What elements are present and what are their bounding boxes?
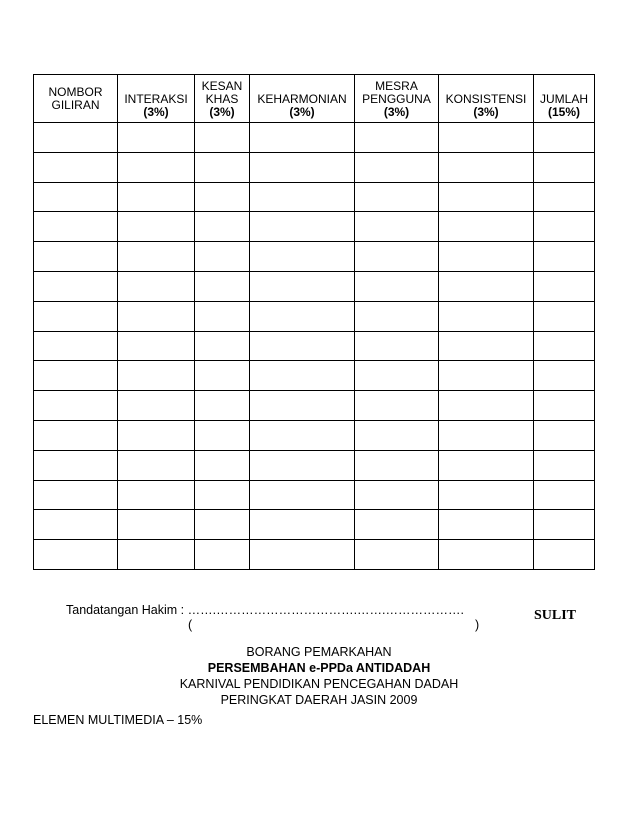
table-cell[interactable]	[534, 420, 595, 450]
table-row	[34, 480, 595, 510]
header-mesra-pengguna	[355, 75, 439, 123]
table-cell[interactable]	[118, 152, 195, 182]
table-cell[interactable]	[195, 450, 250, 480]
header-line1: KESAN	[201, 79, 243, 93]
table-row	[34, 271, 595, 301]
table-cell[interactable]	[118, 420, 195, 450]
table-cell[interactable]	[34, 361, 118, 391]
table-cell[interactable]	[439, 391, 534, 421]
header-pct: (3%)	[473, 105, 499, 119]
table-cell[interactable]	[118, 540, 195, 570]
table-cell[interactable]	[534, 391, 595, 421]
table-cell[interactable]	[195, 242, 250, 272]
table-cell[interactable]	[195, 510, 250, 540]
table-cell[interactable]	[250, 420, 355, 450]
table-row	[34, 212, 595, 242]
form-heading	[0, 644, 638, 708]
table-cell[interactable]	[534, 361, 595, 391]
header-line2: JUMLAH	[539, 92, 588, 106]
table-cell[interactable]	[534, 123, 595, 153]
table-cell[interactable]	[118, 242, 195, 272]
table-cell[interactable]	[195, 480, 250, 510]
table-cell[interactable]	[118, 212, 195, 242]
table-cell[interactable]	[118, 510, 195, 540]
table-cell[interactable]	[534, 242, 595, 272]
table-cell[interactable]	[355, 301, 439, 331]
table-cell[interactable]	[34, 420, 118, 450]
table-cell[interactable]	[195, 301, 250, 331]
table-row	[34, 301, 595, 331]
form-event: KARNIVAL PENDIDIKAN PENCEGAHAN DADAH	[179, 677, 459, 691]
header-line1: NOMBOR	[48, 84, 103, 99]
table-cell[interactable]	[34, 271, 118, 301]
judge-name-paren-close: )	[475, 618, 480, 632]
table-row	[34, 420, 595, 450]
table-cell[interactable]	[250, 182, 355, 212]
table-cell[interactable]	[534, 331, 595, 361]
form-subtitle: PERSEMBAHAN e-PPDa ANTIDADAH	[207, 661, 431, 675]
table-cell[interactable]	[195, 331, 250, 361]
table-cell[interactable]	[250, 301, 355, 331]
header-pct: (3%)	[383, 105, 410, 119]
form-level: PERINGKAT DAERAH JASIN 2009	[220, 693, 418, 707]
judge-signature-line: Tandatangan Hakim : …….…………………………….…….……………….	[66, 603, 464, 617]
header-line2: KONSISTENSI	[445, 92, 527, 106]
table-cell[interactable]	[439, 450, 534, 480]
table-row	[34, 450, 595, 480]
table-row	[34, 242, 595, 272]
table-cell[interactable]	[195, 391, 250, 421]
table-cell[interactable]	[118, 480, 195, 510]
header-line2: KHAS	[205, 92, 239, 106]
table-row	[34, 540, 595, 570]
table-cell[interactable]	[118, 271, 195, 301]
header-jumlah	[534, 75, 595, 123]
table-cell[interactable]	[34, 480, 118, 510]
table-cell[interactable]	[355, 391, 439, 421]
table-cell[interactable]	[355, 212, 439, 242]
table-cell[interactable]	[118, 391, 195, 421]
table-row	[34, 123, 595, 153]
table-cell[interactable]	[534, 540, 595, 570]
table-cell[interactable]	[250, 540, 355, 570]
table-cell[interactable]	[250, 331, 355, 361]
form-title: BORANG PEMARKAHAN	[246, 645, 392, 659]
table-cell[interactable]	[195, 420, 250, 450]
table-cell[interactable]	[355, 361, 439, 391]
table-cell[interactable]	[250, 123, 355, 153]
table-cell[interactable]	[250, 480, 355, 510]
table-cell[interactable]	[118, 301, 195, 331]
table-cell[interactable]	[118, 450, 195, 480]
table-cell[interactable]	[439, 420, 534, 450]
table-cell[interactable]	[355, 152, 439, 182]
table-row	[34, 510, 595, 540]
table-row	[34, 331, 595, 361]
table-cell[interactable]	[439, 152, 534, 182]
table-cell[interactable]	[439, 182, 534, 212]
table-cell[interactable]	[534, 301, 595, 331]
table-cell[interactable]	[34, 391, 118, 421]
table-cell[interactable]	[195, 540, 250, 570]
header-kesan-khas	[195, 75, 250, 123]
table-cell[interactable]	[195, 123, 250, 153]
header-interaksi	[118, 75, 195, 123]
table-cell[interactable]	[250, 242, 355, 272]
table-cell[interactable]	[534, 450, 595, 480]
table-cell[interactable]	[439, 480, 534, 510]
table-cell[interactable]	[250, 212, 355, 242]
table-cell[interactable]	[250, 510, 355, 540]
table-cell[interactable]	[439, 242, 534, 272]
table-cell[interactable]	[355, 420, 439, 450]
table-cell[interactable]	[34, 242, 118, 272]
table-cell[interactable]	[439, 271, 534, 301]
table-row	[34, 182, 595, 212]
table-cell[interactable]	[439, 301, 534, 331]
table-cell[interactable]	[439, 212, 534, 242]
table-cell[interactable]	[34, 301, 118, 331]
table-cell[interactable]	[118, 331, 195, 361]
table-cell[interactable]	[195, 212, 250, 242]
table-cell[interactable]	[195, 361, 250, 391]
classification-label: SULIT	[534, 608, 577, 623]
table-cell[interactable]	[34, 123, 118, 153]
table-cell[interactable]	[34, 331, 118, 361]
score-table	[33, 74, 595, 570]
table-cell[interactable]	[34, 450, 118, 480]
table-cell[interactable]	[34, 152, 118, 182]
table-header-row	[34, 75, 595, 123]
table-cell[interactable]	[250, 152, 355, 182]
table-cell[interactable]	[195, 271, 250, 301]
table-cell[interactable]	[534, 510, 595, 540]
table-cell[interactable]	[355, 123, 439, 153]
table-cell[interactable]	[355, 510, 439, 540]
header-pct: (15%)	[547, 105, 580, 119]
table-cell[interactable]	[355, 182, 439, 212]
table-cell[interactable]	[118, 361, 195, 391]
table-cell[interactable]	[195, 152, 250, 182]
table-row	[34, 152, 595, 182]
header-konsistensi	[439, 75, 534, 123]
table-cell[interactable]	[355, 480, 439, 510]
table-cell[interactable]	[34, 510, 118, 540]
table-cell[interactable]	[195, 182, 250, 212]
table-row	[34, 361, 595, 391]
table-cell[interactable]	[355, 271, 439, 301]
table-cell[interactable]	[34, 182, 118, 212]
header-pct: (3%)	[289, 105, 315, 119]
header-line2: INTERAKSI	[124, 92, 188, 106]
table-cell[interactable]	[534, 152, 595, 182]
table-cell[interactable]	[355, 242, 439, 272]
table-cell[interactable]	[250, 450, 355, 480]
table-cell[interactable]	[118, 182, 195, 212]
table-cell[interactable]	[439, 540, 534, 570]
table-cell[interactable]	[34, 212, 118, 242]
table-cell[interactable]	[439, 361, 534, 391]
table-cell[interactable]	[534, 271, 595, 301]
header-pct: (3%)	[143, 105, 169, 119]
table-cell[interactable]	[250, 271, 355, 301]
table-cell[interactable]	[34, 540, 118, 570]
score-table-body	[34, 123, 595, 570]
header-line2: GILIRAN	[51, 97, 100, 112]
table-cell[interactable]	[250, 391, 355, 421]
table-cell[interactable]	[355, 331, 439, 361]
header-line1: MESRA	[375, 79, 418, 93]
header-pct: (3%)	[209, 105, 235, 119]
table-cell[interactable]	[118, 123, 195, 153]
header-nombor-giliran	[34, 75, 118, 123]
header-line2: KEHARMONIAN	[257, 92, 347, 106]
table-cell[interactable]	[439, 331, 534, 361]
table-cell[interactable]	[439, 510, 534, 540]
element-label: ELEMEN MULTIMEDIA – 15%	[33, 713, 203, 727]
table-cell[interactable]	[534, 182, 595, 212]
header-keharmonian	[250, 75, 355, 123]
table-cell[interactable]	[439, 123, 534, 153]
table-cell[interactable]	[355, 540, 439, 570]
table-cell[interactable]	[534, 480, 595, 510]
header-line2: PENGGUNA	[362, 92, 431, 106]
table-cell[interactable]	[355, 450, 439, 480]
table-cell[interactable]	[534, 212, 595, 242]
table-row	[34, 391, 595, 421]
judge-name-paren-open: (	[188, 618, 193, 632]
table-cell[interactable]	[250, 361, 355, 391]
